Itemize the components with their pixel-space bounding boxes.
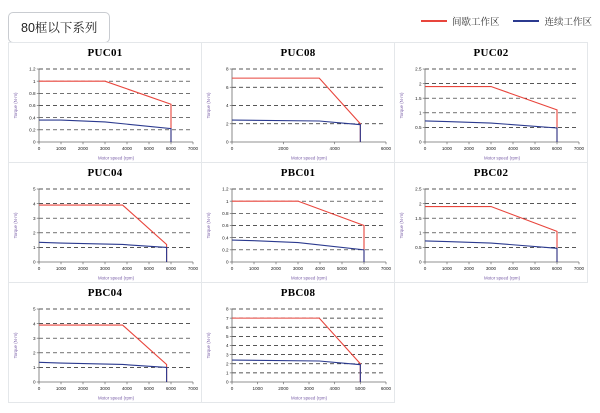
svg-text:1000: 1000 bbox=[441, 266, 453, 271]
svg-text:0: 0 bbox=[230, 146, 234, 151]
svg-text:7: 7 bbox=[225, 315, 229, 321]
svg-text:3000: 3000 bbox=[99, 266, 111, 271]
svg-text:6000: 6000 bbox=[380, 386, 392, 391]
svg-text:2000: 2000 bbox=[77, 266, 89, 271]
svg-text:Motor speed (rpm): Motor speed (rpm) bbox=[97, 395, 135, 401]
svg-text:0: 0 bbox=[230, 266, 234, 271]
svg-text:Torque (N·m): Torque (N·m) bbox=[206, 212, 211, 239]
svg-text:0.2: 0.2 bbox=[222, 247, 229, 253]
svg-text:7000: 7000 bbox=[187, 266, 199, 271]
svg-text:0: 0 bbox=[32, 139, 36, 145]
svg-text:0.2: 0.2 bbox=[29, 127, 36, 133]
svg-text:2: 2 bbox=[418, 201, 422, 207]
svg-text:0.8: 0.8 bbox=[29, 91, 36, 97]
svg-text:5000: 5000 bbox=[529, 146, 541, 151]
svg-text:Torque (N·m): Torque (N·m) bbox=[399, 212, 404, 239]
svg-text:4000: 4000 bbox=[507, 146, 519, 151]
svg-text:0.4: 0.4 bbox=[222, 235, 229, 241]
chart-title: PUC04 bbox=[87, 167, 123, 179]
svg-text:0.5: 0.5 bbox=[415, 245, 422, 251]
svg-text:4000: 4000 bbox=[329, 146, 340, 151]
svg-text:0: 0 bbox=[423, 146, 427, 151]
svg-text:8: 8 bbox=[225, 306, 229, 312]
chart-title: PUC01 bbox=[87, 47, 123, 59]
legend-swatch-continuous bbox=[513, 20, 539, 22]
svg-text:6000: 6000 bbox=[165, 146, 177, 151]
chart-title: PUC08 bbox=[280, 47, 316, 59]
svg-text:2000: 2000 bbox=[278, 146, 289, 151]
legend-swatch-intermittent bbox=[421, 20, 447, 22]
svg-text:2: 2 bbox=[32, 230, 36, 236]
svg-text:8: 8 bbox=[225, 66, 229, 72]
chart-cell bbox=[201, 282, 395, 403]
svg-text:7000: 7000 bbox=[187, 386, 199, 391]
chart-plot bbox=[395, 61, 589, 164]
chart-plot bbox=[202, 61, 396, 164]
svg-text:3: 3 bbox=[225, 352, 229, 358]
svg-text:1: 1 bbox=[418, 110, 422, 116]
chart-title: PUC02 bbox=[473, 47, 509, 59]
svg-text:2000: 2000 bbox=[77, 146, 89, 151]
svg-text:1000: 1000 bbox=[55, 266, 67, 271]
svg-text:Torque (N·m): Torque (N·m) bbox=[206, 92, 211, 119]
chart-cell bbox=[394, 42, 588, 163]
svg-text:0.6: 0.6 bbox=[29, 103, 36, 109]
svg-text:6000: 6000 bbox=[165, 386, 177, 391]
svg-text:0: 0 bbox=[418, 139, 422, 145]
svg-text:3000: 3000 bbox=[485, 146, 497, 151]
chart-plot bbox=[9, 61, 203, 164]
chart-title: PBC02 bbox=[473, 167, 509, 179]
svg-text:4000: 4000 bbox=[121, 146, 133, 151]
chart-cell bbox=[8, 282, 202, 403]
series-intermittent bbox=[425, 87, 557, 142]
svg-text:5: 5 bbox=[225, 334, 229, 340]
svg-text:6: 6 bbox=[225, 324, 229, 330]
chart-title: PBC04 bbox=[87, 287, 123, 299]
svg-text:Torque (N·m): Torque (N·m) bbox=[206, 332, 211, 359]
svg-text:Motor speed (rpm): Motor speed (rpm) bbox=[97, 155, 135, 161]
svg-text:2000: 2000 bbox=[77, 386, 89, 391]
svg-text:0: 0 bbox=[37, 266, 41, 271]
chart-title: PBC01 bbox=[280, 167, 316, 179]
chart-plot bbox=[9, 301, 203, 404]
series-continuous bbox=[425, 241, 557, 262]
svg-text:1000: 1000 bbox=[441, 146, 453, 151]
legend-item-continuous bbox=[513, 14, 592, 28]
svg-text:5000: 5000 bbox=[143, 386, 155, 391]
legend-label-continuous: 连续工作区 bbox=[544, 17, 592, 28]
chart-plot bbox=[202, 301, 396, 404]
chart-plot bbox=[202, 181, 396, 284]
svg-text:0: 0 bbox=[418, 259, 422, 265]
svg-text:0: 0 bbox=[225, 379, 229, 385]
svg-text:4000: 4000 bbox=[314, 266, 326, 271]
sheet-header bbox=[0, 8, 600, 42]
series-continuous bbox=[39, 120, 171, 142]
legend-item-intermittent bbox=[421, 14, 500, 28]
series-intermittent bbox=[39, 325, 167, 382]
svg-text:1: 1 bbox=[32, 365, 36, 371]
svg-text:6000: 6000 bbox=[165, 266, 177, 271]
svg-text:4000: 4000 bbox=[329, 386, 340, 391]
svg-text:3000: 3000 bbox=[303, 386, 315, 391]
series-continuous bbox=[232, 120, 360, 142]
series-intermittent bbox=[232, 318, 360, 382]
svg-text:4: 4 bbox=[225, 103, 229, 109]
svg-text:2000: 2000 bbox=[278, 386, 289, 391]
svg-text:5: 5 bbox=[32, 306, 36, 312]
legend-label-intermittent: 间歇工作区 bbox=[451, 17, 500, 28]
svg-text:7000: 7000 bbox=[573, 266, 585, 271]
svg-text:2000: 2000 bbox=[270, 266, 282, 271]
svg-text:4: 4 bbox=[225, 343, 229, 349]
svg-text:4000: 4000 bbox=[121, 386, 133, 391]
svg-text:5000: 5000 bbox=[143, 266, 155, 271]
legend bbox=[421, 14, 592, 28]
svg-text:6000: 6000 bbox=[380, 146, 392, 151]
series-continuous bbox=[39, 362, 167, 382]
svg-text:5000: 5000 bbox=[355, 386, 366, 391]
svg-text:Motor speed (rpm): Motor speed (rpm) bbox=[290, 275, 328, 281]
chart-cell bbox=[201, 162, 395, 283]
svg-text:3000: 3000 bbox=[485, 266, 497, 271]
svg-text:2: 2 bbox=[225, 361, 229, 367]
svg-text:1.5: 1.5 bbox=[415, 215, 422, 221]
series-intermittent bbox=[39, 205, 167, 262]
svg-text:0: 0 bbox=[32, 379, 36, 385]
svg-text:2000: 2000 bbox=[463, 266, 475, 271]
svg-text:2.5: 2.5 bbox=[415, 66, 422, 72]
svg-text:1.2: 1.2 bbox=[222, 186, 229, 192]
svg-text:Motor speed (rpm): Motor speed (rpm) bbox=[290, 155, 328, 161]
svg-text:0.6: 0.6 bbox=[222, 223, 229, 229]
svg-text:1000: 1000 bbox=[55, 146, 67, 151]
svg-text:3000: 3000 bbox=[99, 386, 111, 391]
series-intermittent bbox=[425, 207, 557, 262]
chart-cell bbox=[8, 162, 202, 283]
series-intermittent bbox=[39, 81, 171, 142]
svg-text:Motor speed (rpm): Motor speed (rpm) bbox=[483, 275, 521, 281]
svg-text:4000: 4000 bbox=[121, 266, 133, 271]
chart-plot bbox=[9, 181, 203, 284]
svg-text:0: 0 bbox=[230, 386, 234, 391]
svg-text:1: 1 bbox=[32, 245, 36, 251]
svg-text:5000: 5000 bbox=[529, 266, 541, 271]
svg-text:6: 6 bbox=[225, 84, 229, 90]
svg-text:4: 4 bbox=[32, 201, 36, 207]
svg-text:7000: 7000 bbox=[187, 146, 199, 151]
svg-text:2: 2 bbox=[32, 350, 36, 356]
svg-text:6000: 6000 bbox=[358, 266, 370, 271]
svg-text:5000: 5000 bbox=[336, 266, 348, 271]
chart-cell bbox=[201, 42, 395, 163]
svg-text:4000: 4000 bbox=[507, 266, 519, 271]
svg-text:0: 0 bbox=[37, 386, 41, 391]
chart-cell bbox=[8, 42, 202, 163]
svg-text:3000: 3000 bbox=[292, 266, 304, 271]
svg-text:1000: 1000 bbox=[55, 386, 67, 391]
svg-text:0: 0 bbox=[37, 146, 41, 151]
svg-text:3000: 3000 bbox=[99, 146, 111, 151]
svg-text:2000: 2000 bbox=[463, 146, 475, 151]
chart-grid bbox=[8, 42, 592, 402]
svg-text:Torque (N·m): Torque (N·m) bbox=[399, 92, 404, 119]
svg-text:0: 0 bbox=[423, 266, 427, 271]
page-title: 80框以下系列 bbox=[8, 12, 110, 43]
svg-text:7000: 7000 bbox=[573, 146, 585, 151]
svg-text:0: 0 bbox=[32, 259, 36, 265]
series-intermittent bbox=[232, 78, 360, 142]
svg-text:1: 1 bbox=[225, 370, 229, 376]
series-continuous bbox=[425, 121, 557, 142]
svg-text:0.4: 0.4 bbox=[29, 115, 36, 121]
chart-cell bbox=[394, 162, 588, 283]
svg-text:1.2: 1.2 bbox=[29, 66, 36, 72]
svg-text:1: 1 bbox=[32, 78, 36, 84]
svg-text:0.8: 0.8 bbox=[222, 211, 229, 217]
series-continuous bbox=[232, 360, 360, 382]
svg-text:6000: 6000 bbox=[551, 266, 563, 271]
svg-text:0: 0 bbox=[225, 139, 229, 145]
chart-plot bbox=[395, 181, 589, 284]
svg-text:Torque (N·m): Torque (N·m) bbox=[13, 212, 18, 239]
svg-text:1000: 1000 bbox=[248, 266, 260, 271]
svg-text:Motor speed (rpm): Motor speed (rpm) bbox=[290, 395, 328, 401]
series-intermittent bbox=[232, 201, 364, 262]
series-continuous bbox=[232, 240, 364, 262]
svg-text:3: 3 bbox=[32, 215, 36, 221]
svg-text:1: 1 bbox=[225, 198, 229, 204]
chart-title: PBC08 bbox=[280, 287, 316, 299]
svg-text:Motor speed (rpm): Motor speed (rpm) bbox=[483, 155, 521, 161]
svg-text:0: 0 bbox=[225, 259, 229, 265]
svg-text:0.5: 0.5 bbox=[415, 125, 422, 131]
svg-text:2: 2 bbox=[225, 121, 229, 127]
svg-text:1000: 1000 bbox=[252, 386, 263, 391]
svg-text:6000: 6000 bbox=[551, 146, 563, 151]
svg-text:7000: 7000 bbox=[380, 266, 392, 271]
series-continuous bbox=[39, 242, 167, 262]
svg-text:2.5: 2.5 bbox=[415, 186, 422, 192]
svg-text:1: 1 bbox=[418, 230, 422, 236]
svg-text:1.5: 1.5 bbox=[415, 95, 422, 101]
svg-text:Torque (N·m): Torque (N·m) bbox=[13, 92, 18, 119]
svg-text:5000: 5000 bbox=[143, 146, 155, 151]
chart-cell-empty bbox=[394, 282, 588, 403]
svg-text:4: 4 bbox=[32, 321, 36, 327]
svg-text:5: 5 bbox=[32, 186, 36, 192]
svg-text:Motor speed (rpm): Motor speed (rpm) bbox=[97, 275, 135, 281]
svg-text:2: 2 bbox=[418, 81, 422, 87]
svg-text:Torque (N·m): Torque (N·m) bbox=[13, 332, 18, 359]
svg-text:3: 3 bbox=[32, 335, 36, 341]
